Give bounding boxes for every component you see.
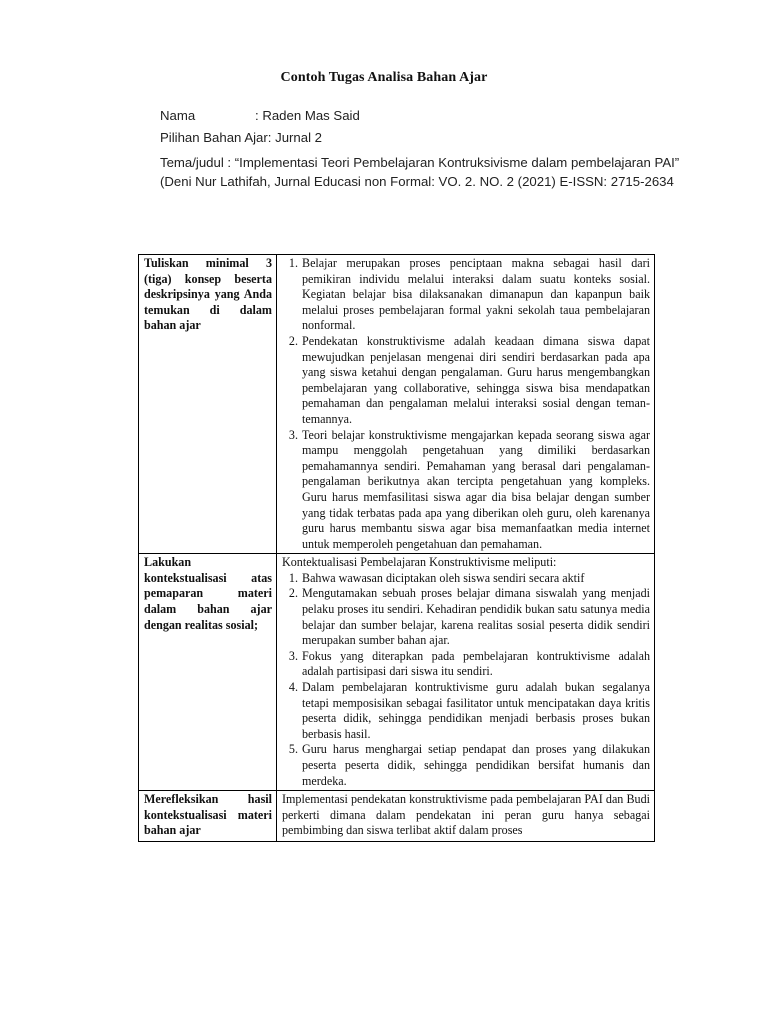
question-cell: Tuliskan minimal 3 (tiga) konsep beserta deskripsinya yang Anda temukan di dalam bahan ajar xyxy=(139,255,277,554)
document-title: Contoh Tugas Analisa Bahan Ajar xyxy=(280,70,488,85)
pilihan-bahan-ajar: Pilihan Bahan Ajar: Jurnal 2 xyxy=(160,130,323,145)
answer-intro: Kontektualisasi Pembelajaran Konstruktivisme meliputi: xyxy=(282,555,557,570)
nama-value: : Raden Mas Said xyxy=(255,108,360,123)
question-cell: Merefleksikan hasil kontekstualisasi materi bahan ajar xyxy=(139,791,277,842)
list-item: 3. Teori belajar konstruktivisme mengajarkan kepada seorang siswa agar mampu menggolah pengetahuan yang dimiliki berdasarkan pemahamannya sendiri. Pemahaman yang berasal dari pengalaman-pengalaman berikutnya akan tercipta pengetahuan yang kompleks. Guru harus memfasilitasi siswa agar dia bisa belajar dengan sumber yang tidak terbatas pada apa yang diberikan oleh guru, oleh karenanya guru harus membantu siswa agar bisa memanfaatkan media internet untuk memperoleh pengetahuan dan pemahaman. xyxy=(301,428,650,553)
list-item: 4. Dalam pembelajaran kontruktivisme guru adalah bukan segalanya tetapi memposisikan sebagai fasilitator untuk mencipatakan daya kritis peserta didik, sehingga pendidikan menjadi berbasis proses bukan berbasis hasil. xyxy=(301,680,650,742)
list-item: 3. Fokus yang diterapkan pada pembelajaran kontruktivisme adalah adalah partisipasi dari siswa itu sendiri. xyxy=(301,649,650,680)
source-citation: (Deni Nur Lathifah, Jurnal Educasi non Formal: VO. 2. NO. 2 (2021) E-ISSN: 2715-2634 xyxy=(160,174,674,189)
answer-cell: Implementasi pendekatan konstruktivisme pada pembelajaran PAI dan Budi perkerti dimana dalam pendekatan ini peran guru hanya sebagai pembimbing dan siswa terlibat aktif dalam proses xyxy=(277,791,655,842)
table-row xyxy=(139,554,655,791)
analysis-table xyxy=(138,254,655,842)
answer-cell xyxy=(277,554,655,791)
nama-label: Nama xyxy=(160,108,196,123)
list-item: 2. Mengutamakan sebuah proses belajar dimana siswalah yang menjadi pelaku proses itu sendiri. Kehadiran pendidik bukan satu satunya media belajar dan sumber belajar, karena realitas sosial peserta didik sendiri merupakan sumber bahan ajar. xyxy=(301,586,650,648)
table-row xyxy=(139,791,655,842)
nama-row xyxy=(160,108,750,130)
list-item: 1. Belajar merupakan proses penciptaan makna sebagai hasil dari pemikiran individu melalui interaksi dalam suatu konteks sosial. Kegiatan belajar bisa dilaksanakan dimanapun dan kapanpun baik melalui proses pembelajaran formal yakni sekolah taua pembelajaran nonformal. xyxy=(301,256,650,334)
list-item: 5. Guru harus menghargai setiap pendapat dan proses yang dilakukan peserta peserta didik, sehingga pendidikan bersifat humanis dan merdeka. xyxy=(301,742,650,789)
tema-judul: Tema/judul : “Implementasi Teori Pembelajaran Kontruksivisme dalam pembelajaran PAI” xyxy=(160,155,680,170)
table-row xyxy=(139,255,655,554)
answer-cell xyxy=(277,255,655,554)
concept-list xyxy=(282,256,650,552)
list-item: 2. Pendekatan konstruktivisme adalah keadaan dimana siswa dapat mewujudkan penjelasan mengenai diri sendiri berdasarkan pada apa yang siswa ketahui dengan pengalaman. Guru harus mengembangkan pembelajaran yang collaborative, sehingga siswa bisa mendapatkan pemahaman dan pengalaman melalui interaksi sosial dengan teman-temannya. xyxy=(301,334,650,428)
question-cell: Lakukan kontekstualisasi atas pemaparan materi dalam bahan ajar dengan realitas sosial; xyxy=(139,554,277,791)
document-meta xyxy=(160,108,750,190)
contextualization-list xyxy=(282,571,650,789)
list-item: 1. Bahwa wawasan diciptakan oleh siswa sendiri secara aktif xyxy=(301,571,650,587)
